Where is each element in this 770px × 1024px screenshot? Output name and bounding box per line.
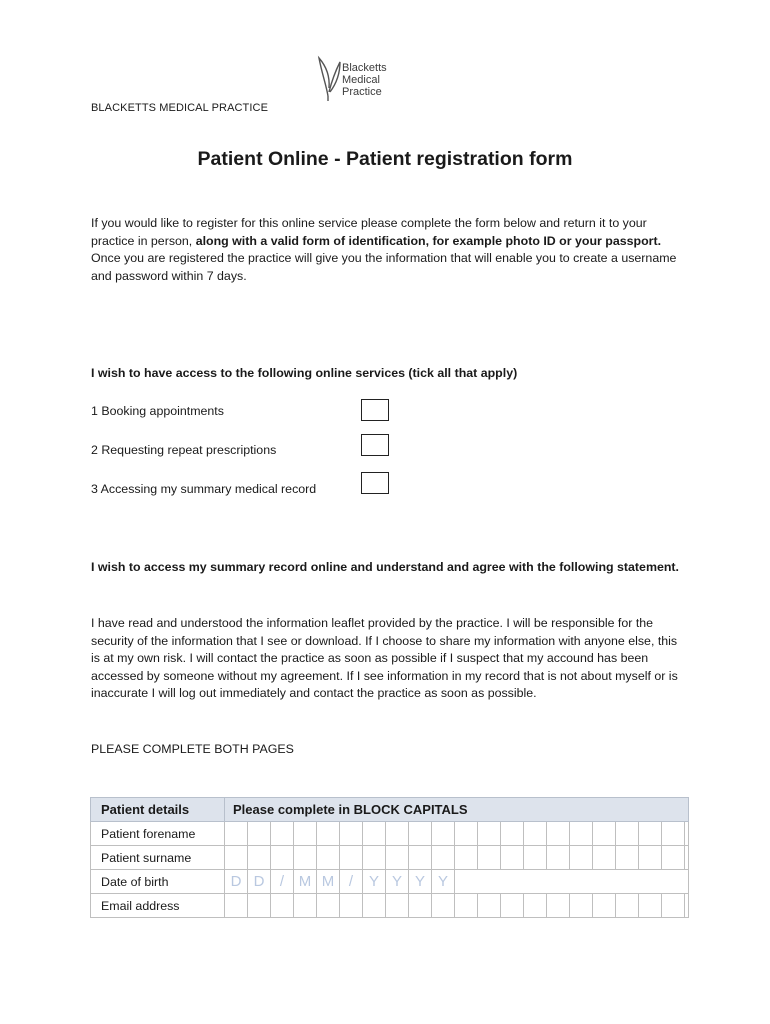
forename-cell[interactable]	[478, 822, 501, 846]
service-label: 3 Accessing my summary medical record	[91, 482, 317, 496]
dob-cell[interactable]: D	[248, 870, 271, 894]
logo-line: Medical	[342, 74, 380, 86]
forename-cell[interactable]	[455, 822, 478, 846]
surname-cell[interactable]	[248, 846, 271, 870]
email-cell[interactable]	[501, 894, 524, 918]
email-cell[interactable]	[409, 894, 432, 918]
surname-cell[interactable]	[501, 846, 524, 870]
surname-cell[interactable]	[317, 846, 340, 870]
service-label: 2 Requesting repeat prescriptions	[91, 443, 277, 457]
surname-cell[interactable]	[662, 846, 685, 870]
surname-cell[interactable]	[409, 846, 432, 870]
surname-cell[interactable]	[570, 846, 593, 870]
forename-cell[interactable]	[616, 822, 639, 846]
email-cell[interactable]	[455, 894, 478, 918]
dob-cell[interactable]: M	[317, 870, 340, 894]
surname-cell[interactable]	[547, 846, 570, 870]
dob-separator: /	[271, 870, 294, 894]
email-label: Email address	[91, 894, 225, 918]
forename-cell[interactable]	[340, 822, 363, 846]
forename-cell[interactable]	[570, 822, 593, 846]
surname-cell[interactable]	[616, 846, 639, 870]
block-capitals-instruction: Please complete in BLOCK CAPITALS	[225, 798, 689, 822]
booking-checkbox[interactable]	[361, 399, 389, 421]
leaf-icon	[316, 52, 342, 102]
forename-cell[interactable]	[524, 822, 547, 846]
forename-cell[interactable]	[248, 822, 271, 846]
surname-cell[interactable]	[271, 846, 294, 870]
forename-cell[interactable]	[225, 822, 248, 846]
forename-cell[interactable]	[363, 822, 386, 846]
service-label: 1 Booking appointments	[91, 404, 224, 418]
email-cell[interactable]	[248, 894, 271, 918]
logo-line: Blacketts	[342, 62, 387, 74]
summary-record-checkbox[interactable]	[361, 472, 389, 494]
email-cell[interactable]	[478, 894, 501, 918]
summary-statement: I have read and understood the information leaflet provided by the practice. I will be responsible for the security of the information that I see or download. If I choose to share my information with anyone else, this is at my own risk. I will contact the practice as soon as possible if I suspect that my accound has been accessed by someone without my agreement. If I see information in my record that is not about myself or is inaccurate I will log out immediately and contact the practice as soon as possible.	[91, 616, 678, 701]
intro-text-regular: If you would like to register for this online service please complete the form below and return it to your practice in person,	[91, 216, 647, 248]
page-title: Patient Online - Patient registration form	[197, 148, 573, 170]
practice-logo	[316, 52, 406, 102]
surname-cell[interactable]	[294, 846, 317, 870]
email-cell[interactable]	[593, 894, 616, 918]
forename-cell[interactable]	[662, 822, 685, 846]
surname-cell[interactable]	[639, 846, 662, 870]
forename-cell[interactable]	[409, 822, 432, 846]
email-cell[interactable]	[340, 894, 363, 918]
email-cell[interactable]	[317, 894, 340, 918]
dob-cell[interactable]: Y	[386, 870, 409, 894]
dob-cell[interactable]: Y	[432, 870, 455, 894]
dob-blank-area	[455, 870, 689, 894]
dob-separator: /	[340, 870, 363, 894]
dob-cell[interactable]: Y	[409, 870, 432, 894]
email-cell[interactable]	[639, 894, 662, 918]
email-cell[interactable]	[685, 894, 689, 918]
surname-cell[interactable]	[478, 846, 501, 870]
email-cell[interactable]	[524, 894, 547, 918]
surname-row	[91, 846, 689, 870]
intro-text-bold: along with a valid form of identification, for example photo ID or your passport.	[195, 233, 662, 248]
services-heading: I wish to have access to the following online services (tick all that apply)	[91, 366, 518, 380]
dob-cell[interactable]: Y	[363, 870, 386, 894]
forename-cell[interactable]	[639, 822, 662, 846]
forename-cell[interactable]	[271, 822, 294, 846]
complete-both-pages-notice: PLEASE COMPLETE BOTH PAGES	[91, 742, 294, 756]
forename-cell[interactable]	[386, 822, 409, 846]
email-cell[interactable]	[294, 894, 317, 918]
surname-cell[interactable]	[386, 846, 409, 870]
forename-cell[interactable]	[547, 822, 570, 846]
surname-cell[interactable]	[685, 846, 689, 870]
email-cell[interactable]	[271, 894, 294, 918]
summary-heading: I wish to access my summary record online and understand and agree with the following statement.	[91, 560, 679, 574]
surname-label: Patient surname	[91, 846, 225, 870]
dob-row	[91, 870, 689, 894]
patient-details-table	[90, 797, 689, 918]
practice-name: BLACKETTS MEDICAL PRACTICE	[91, 102, 269, 114]
dob-label: Date of birth	[91, 870, 225, 894]
email-cell[interactable]	[547, 894, 570, 918]
email-cell[interactable]	[570, 894, 593, 918]
forename-cell[interactable]	[432, 822, 455, 846]
forename-cell[interactable]	[685, 822, 689, 846]
patient-details-header: Patient details	[91, 798, 225, 822]
forename-row	[91, 822, 689, 846]
logo-line: Practice	[342, 86, 382, 98]
forename-cell[interactable]	[501, 822, 524, 846]
dob-cell[interactable]: D	[225, 870, 248, 894]
surname-cell[interactable]	[363, 846, 386, 870]
email-row	[91, 894, 689, 918]
email-cell[interactable]	[386, 894, 409, 918]
surname-cell[interactable]	[340, 846, 363, 870]
email-cell[interactable]	[432, 894, 455, 918]
surname-cell[interactable]	[593, 846, 616, 870]
forename-cell[interactable]	[317, 822, 340, 846]
surname-cell[interactable]	[432, 846, 455, 870]
email-cell[interactable]	[616, 894, 639, 918]
prescriptions-checkbox[interactable]	[361, 434, 389, 456]
intro-text-second: Once you are registered the practice will give you the information that will enable you to create a username and password within 7 days.	[91, 251, 677, 283]
surname-cell[interactable]	[225, 846, 248, 870]
forename-cell[interactable]	[294, 822, 317, 846]
surname-cell[interactable]	[455, 846, 478, 870]
surname-cell[interactable]	[524, 846, 547, 870]
table-header-row	[91, 798, 689, 822]
email-cell[interactable]	[363, 894, 386, 918]
forename-cell[interactable]	[593, 822, 616, 846]
email-cell[interactable]	[662, 894, 685, 918]
forename-label: Patient forename	[91, 822, 225, 846]
intro-text	[91, 215, 686, 285]
logo-text	[342, 62, 387, 98]
email-cell[interactable]	[225, 894, 248, 918]
dob-cell[interactable]: M	[294, 870, 317, 894]
